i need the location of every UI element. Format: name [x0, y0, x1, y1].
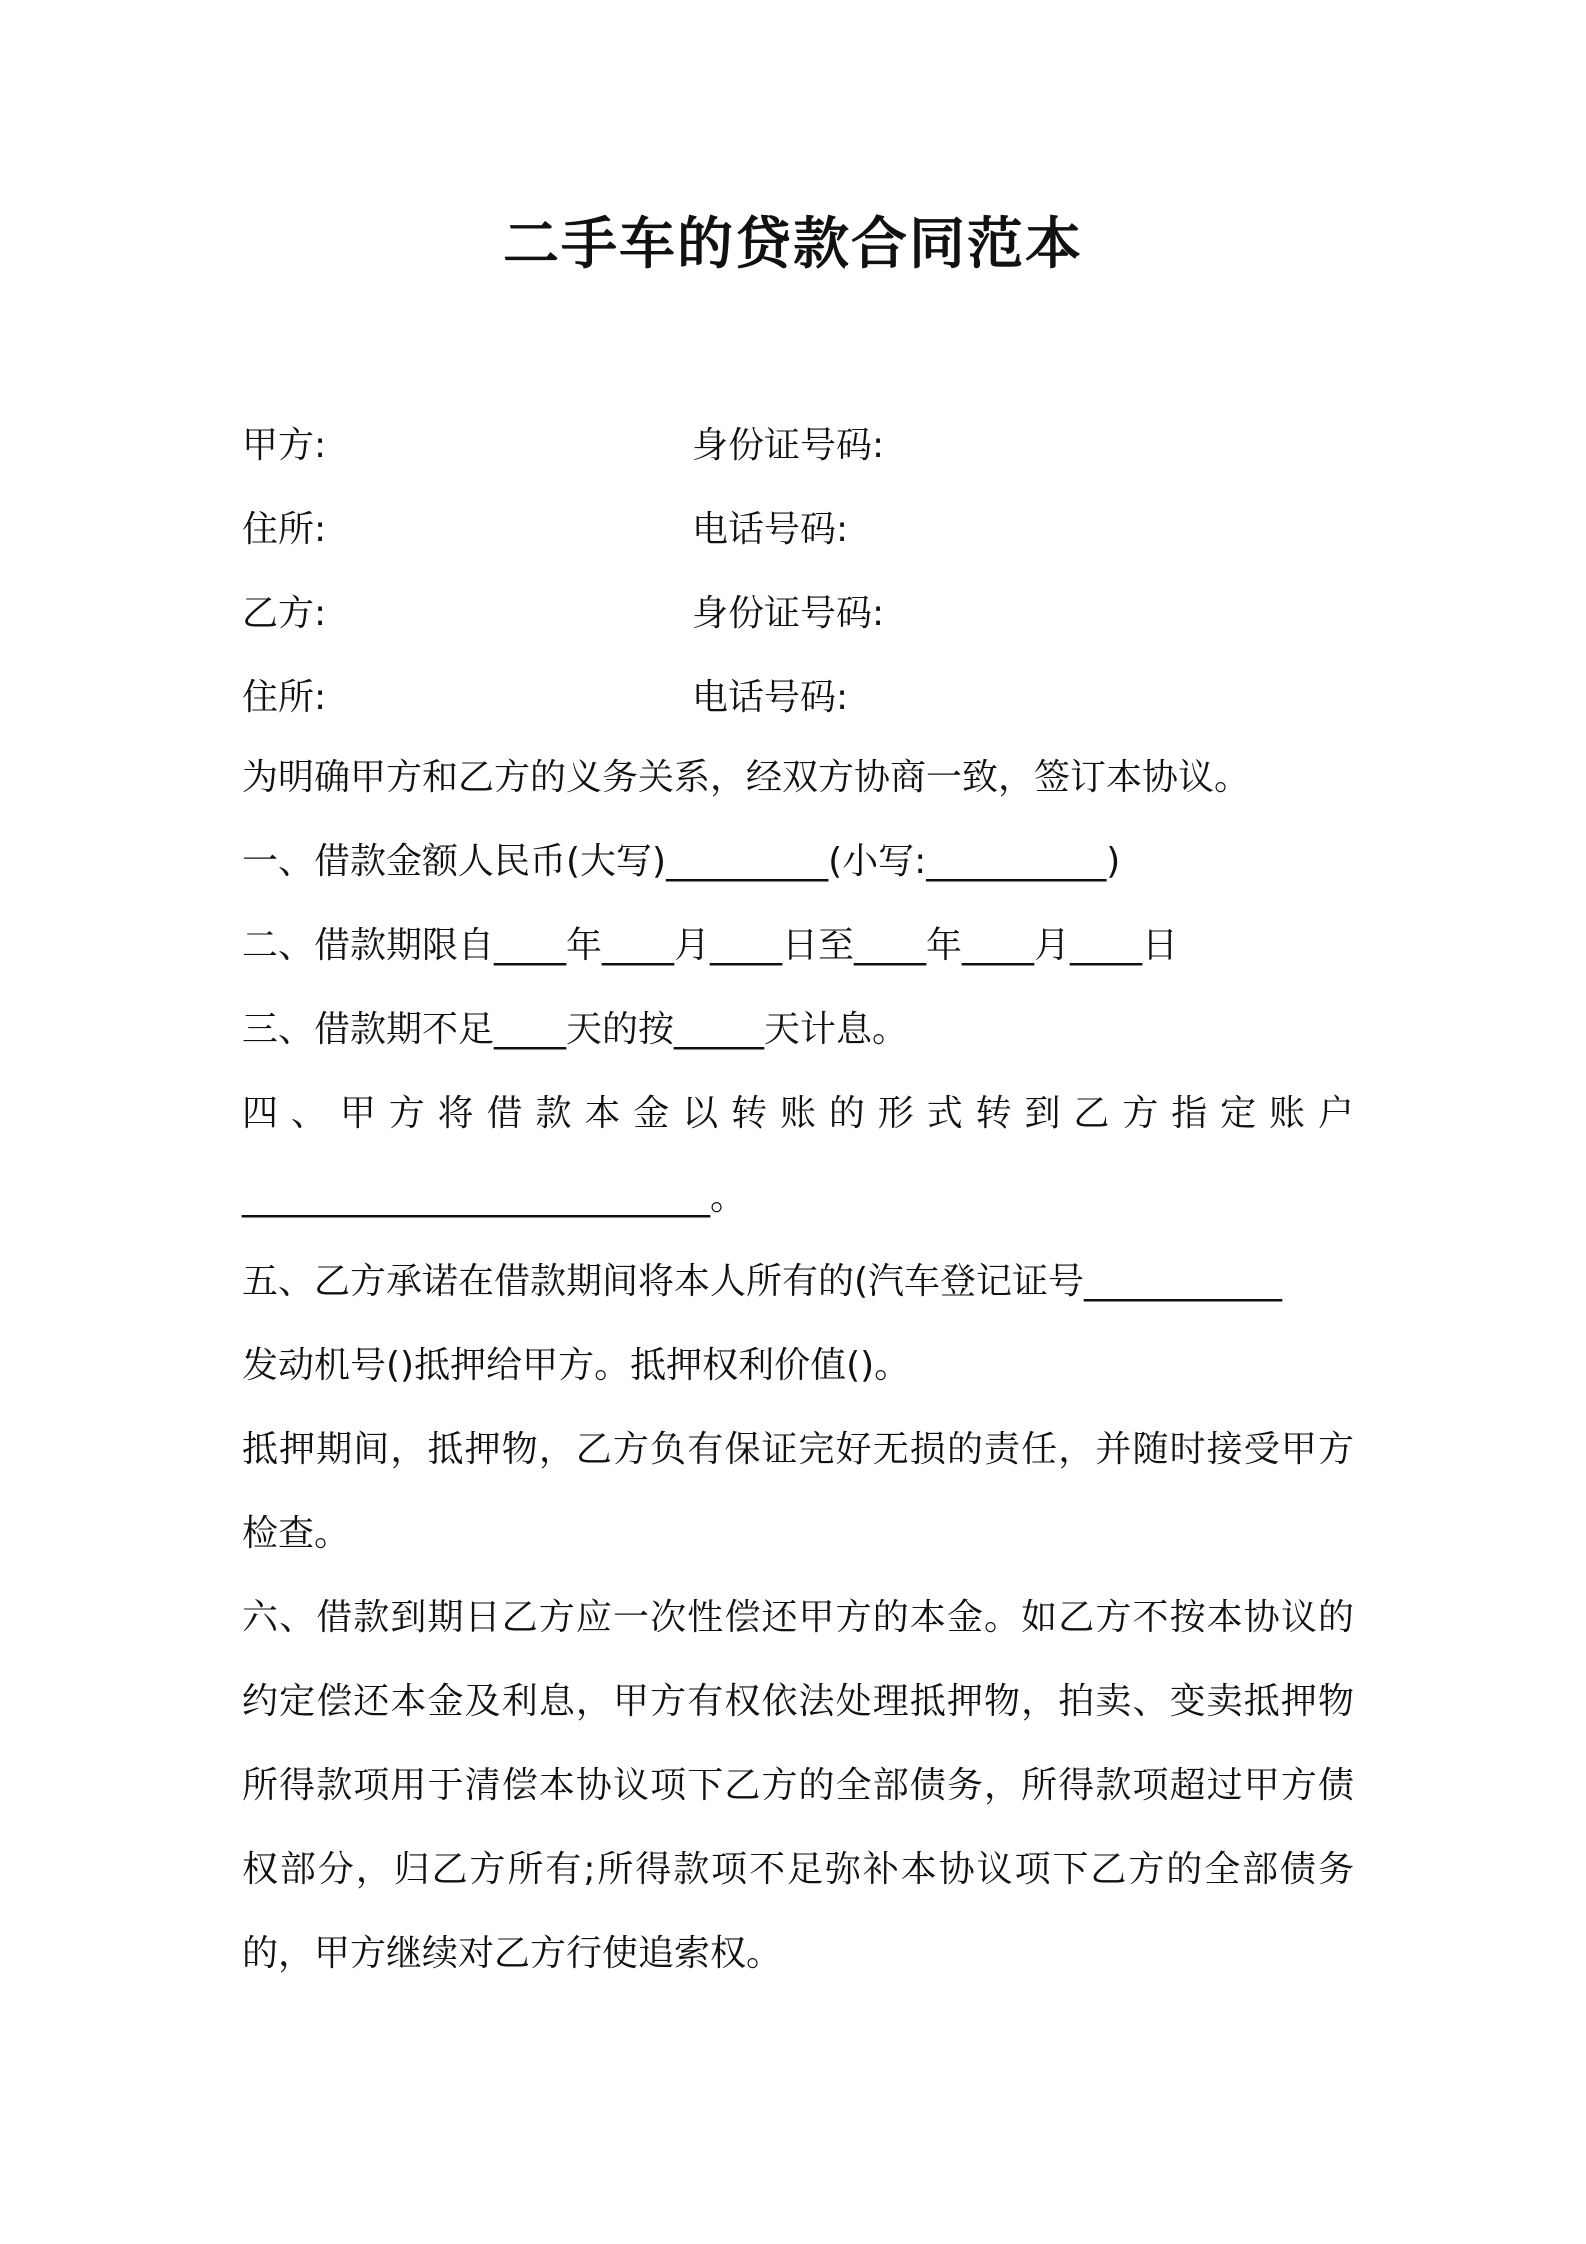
- clause-5-mortgage-period: 抵押期间，抵押物，乙方负有保证完好无损的责任，并随时接受甲方检查。: [242, 1429, 1354, 1554]
- clause-4-char: 将: [437, 1093, 474, 1134]
- party-b-phone-label: 电话号码:: [692, 676, 849, 718]
- clause-4-char: 方: [388, 1093, 425, 1134]
- clause-4-char: 转: [731, 1093, 768, 1134]
- clause-4-char: 款: [535, 1093, 572, 1134]
- party-b-address-label: 住所:: [242, 676, 327, 718]
- clause-1-loan-amount: 一、借款金额人民币(大写)_________(小写:__________): [242, 841, 1121, 882]
- party-a-address-label: 住所:: [242, 508, 327, 550]
- clause-4-char: 本: [584, 1093, 621, 1134]
- clause-4-account-blank: __________________________。: [242, 1177, 746, 1218]
- clause-4-char: 定: [1220, 1093, 1257, 1134]
- clause-4-char: 到: [1024, 1093, 1061, 1134]
- party-b-id-label: 身份证号码:: [692, 592, 885, 634]
- clause-5-line-1: 五、乙方承诺在借款期间将本人所有的(汽车登记证号___________: [242, 1261, 1283, 1302]
- clause-2-loan-term: 二、借款期限自____年____月____日至____年____月____日: [242, 925, 1179, 966]
- clause-4-char: 的: [828, 1093, 865, 1134]
- document-title: 二手车的贷款合同范本: [503, 212, 1083, 277]
- contract-body: [242, 400, 1354, 1996]
- clause-4-char: 借: [486, 1093, 523, 1134]
- clause-6-repayment: 六、借款到期日乙方应一次性偿还甲方的本金。如乙方不按本协议的约定偿还本金及利息，甲方有权依法处理抵押物，拍卖、变卖抵押物所得款项用于清偿本协议项下乙方的全部债务，所得款项超过甲方债权部分，归乙方所有;所得款项不足弥补本协议项下乙方的全部债务的，甲方继续对乙方行使追索权。: [242, 1597, 1354, 1974]
- party-a-id-label: 身份证号码:: [692, 424, 885, 466]
- clause-4-char: 以: [682, 1093, 719, 1134]
- party-row-a-address: [242, 484, 1354, 568]
- clause-4-char: 方: [1122, 1093, 1159, 1134]
- clause-3-interest-days: 三、借款期不足____天的按_____天计息。: [242, 1009, 909, 1050]
- clause-4-char: 账: [779, 1093, 816, 1134]
- clause-4-char: 四: [242, 1093, 279, 1134]
- clause-4-char: 、: [290, 1093, 327, 1134]
- clause-4-char: 指: [1171, 1093, 1208, 1134]
- intro-paragraph: 为明确甲方和乙方的义务关系，经双方协商一致，签订本协议。: [242, 757, 1251, 798]
- clause-4-char: 乙: [1073, 1093, 1110, 1134]
- party-row-b: [242, 568, 1354, 652]
- clause-4-char: 式: [926, 1093, 963, 1134]
- party-row-a: [242, 400, 1354, 484]
- party-b-label: 乙方:: [242, 592, 327, 634]
- clause-4-char: 转: [975, 1093, 1012, 1134]
- party-a-phone-label: 电话号码:: [692, 508, 849, 550]
- clause-5-line-2: 发动机号()抵押给甲方。抵押权利价值()。: [242, 1345, 911, 1386]
- party-row-b-address: [242, 652, 1354, 736]
- party-a-label: 甲方:: [242, 424, 327, 466]
- clause-4-char: 金: [633, 1093, 670, 1134]
- clause-4-char: 户: [1317, 1093, 1354, 1134]
- clause-4-transfer: [242, 1072, 1354, 1156]
- clause-4-char: 形: [877, 1093, 914, 1134]
- clause-4-char: 甲: [339, 1093, 376, 1134]
- clause-4-char: 账: [1269, 1093, 1306, 1134]
